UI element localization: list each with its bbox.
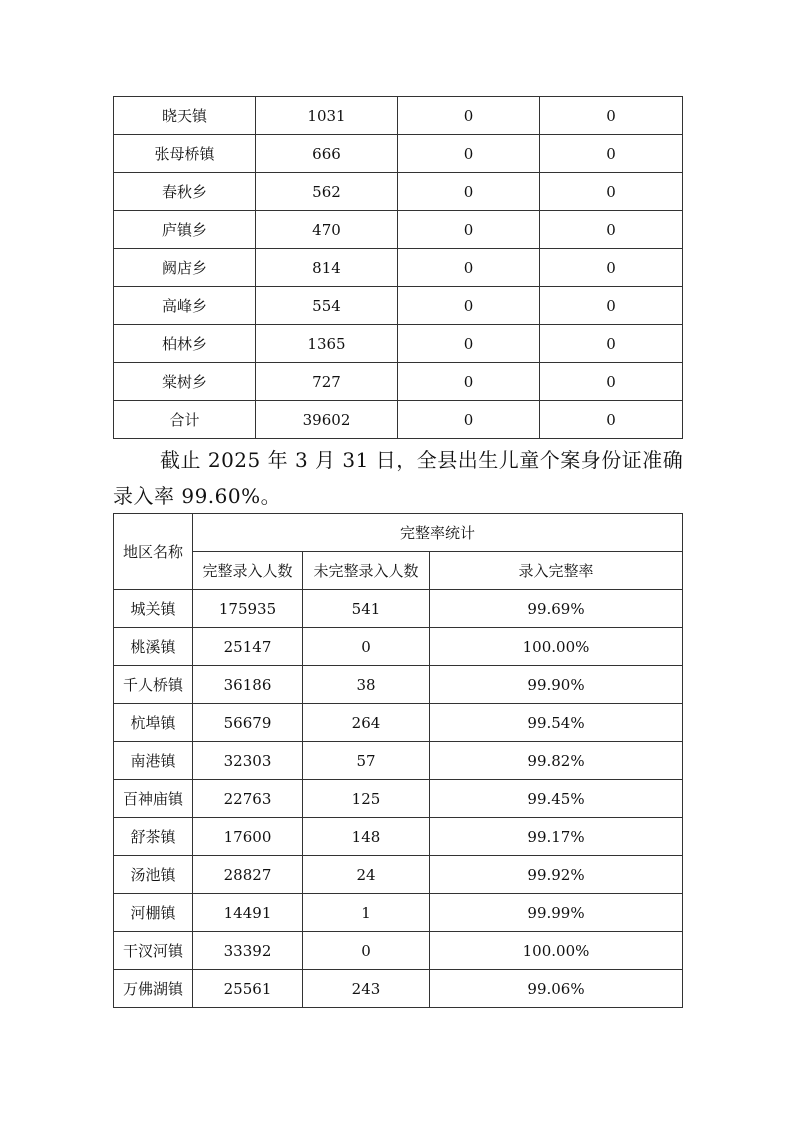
table-row	[114, 894, 683, 932]
cell-value: 0	[398, 135, 540, 173]
cell-region: 张母桥镇	[114, 135, 256, 173]
cell-count: 470	[256, 211, 398, 249]
table-row	[114, 780, 683, 818]
cell-value: 0	[398, 401, 540, 439]
cell-completeness-rate: 99.92%	[430, 856, 683, 894]
cell-region: 桃溪镇	[114, 628, 193, 666]
table-row	[114, 856, 683, 894]
cell-incomplete-count: 57	[303, 742, 430, 780]
header-complete-count: 完整录入人数	[193, 552, 303, 590]
cell-region: 汤池镇	[114, 856, 193, 894]
cell-incomplete-count: 1	[303, 894, 430, 932]
cell-complete-count: 14491	[193, 894, 303, 932]
table-row	[114, 628, 683, 666]
table-row	[114, 932, 683, 970]
cell-incomplete-count: 125	[303, 780, 430, 818]
cell-region: 杭埠镇	[114, 704, 193, 742]
cell-value: 0	[540, 363, 683, 401]
cell-region: 棠树乡	[114, 363, 256, 401]
cell-complete-count: 56679	[193, 704, 303, 742]
cell-region: 庐镇乡	[114, 211, 256, 249]
cell-count: 1031	[256, 97, 398, 135]
cell-value: 0	[398, 325, 540, 363]
table-row	[114, 970, 683, 1008]
cell-completeness-rate: 99.99%	[430, 894, 683, 932]
cell-region: 阙店乡	[114, 249, 256, 287]
table-row	[114, 287, 683, 325]
header-incomplete-count: 未完整录入人数	[303, 552, 430, 590]
table-row	[114, 325, 683, 363]
cell-complete-count: 22763	[193, 780, 303, 818]
cell-value: 0	[398, 97, 540, 135]
table-row	[114, 590, 683, 628]
cell-incomplete-count: 0	[303, 932, 430, 970]
cell-value: 0	[540, 287, 683, 325]
cell-incomplete-count: 0	[303, 628, 430, 666]
table-completeness-stats	[113, 513, 683, 1008]
cell-count: 554	[256, 287, 398, 325]
table1-body	[114, 97, 683, 439]
cell-completeness-rate: 99.45%	[430, 780, 683, 818]
cell-value: 0	[540, 97, 683, 135]
cell-completeness-rate: 99.69%	[430, 590, 683, 628]
table-header-row	[114, 514, 683, 552]
header-completeness-group: 完整率统计	[193, 514, 683, 552]
cell-region: 万佛湖镇	[114, 970, 193, 1008]
cell-region: 干汊河镇	[114, 932, 193, 970]
cell-count: 39602	[256, 401, 398, 439]
cell-completeness-rate: 100.00%	[430, 628, 683, 666]
table-row	[114, 704, 683, 742]
table-row	[114, 135, 683, 173]
table-header-row	[114, 552, 683, 590]
cell-region: 柏林乡	[114, 325, 256, 363]
header-region-name: 地区名称	[114, 514, 193, 590]
cell-value: 0	[540, 211, 683, 249]
table-row	[114, 97, 683, 135]
cell-region: 舒茶镇	[114, 818, 193, 856]
cell-complete-count: 28827	[193, 856, 303, 894]
cell-completeness-rate: 99.54%	[430, 704, 683, 742]
table2-body	[114, 590, 683, 1008]
cell-count: 666	[256, 135, 398, 173]
cell-value: 0	[398, 173, 540, 211]
table-row	[114, 666, 683, 704]
cell-region: 春秋乡	[114, 173, 256, 211]
cell-incomplete-count: 264	[303, 704, 430, 742]
cell-region: 高峰乡	[114, 287, 256, 325]
summary-paragraph-line1: 截止 2025 年 3 月 31 日，全县出生儿童个案身份证准确	[160, 448, 684, 472]
cell-value: 0	[398, 249, 540, 287]
cell-incomplete-count: 243	[303, 970, 430, 1008]
cell-value: 0	[540, 173, 683, 211]
cell-completeness-rate: 99.17%	[430, 818, 683, 856]
cell-completeness-rate: 99.06%	[430, 970, 683, 1008]
cell-incomplete-count: 24	[303, 856, 430, 894]
summary-paragraph-line2: 录入率 99.60%。	[113, 484, 282, 508]
cell-value: 0	[540, 135, 683, 173]
cell-complete-count: 17600	[193, 818, 303, 856]
cell-region: 千人桥镇	[114, 666, 193, 704]
cell-incomplete-count: 148	[303, 818, 430, 856]
cell-value: 0	[398, 287, 540, 325]
cell-region: 河棚镇	[114, 894, 193, 932]
table-row	[114, 363, 683, 401]
cell-region: 合计	[114, 401, 256, 439]
cell-completeness-rate: 100.00%	[430, 932, 683, 970]
cell-count: 814	[256, 249, 398, 287]
header-completeness-rate: 录入完整率	[430, 552, 683, 590]
cell-complete-count: 175935	[193, 590, 303, 628]
cell-complete-count: 25561	[193, 970, 303, 1008]
cell-complete-count: 32303	[193, 742, 303, 780]
cell-count: 1365	[256, 325, 398, 363]
cell-complete-count: 36186	[193, 666, 303, 704]
cell-count: 727	[256, 363, 398, 401]
table2-header	[114, 514, 683, 590]
cell-completeness-rate: 99.82%	[430, 742, 683, 780]
table-row	[114, 249, 683, 287]
cell-value: 0	[540, 325, 683, 363]
cell-incomplete-count: 38	[303, 666, 430, 704]
cell-value: 0	[398, 363, 540, 401]
cell-region: 城关镇	[114, 590, 193, 628]
cell-complete-count: 25147	[193, 628, 303, 666]
cell-value: 0	[540, 249, 683, 287]
table-row	[114, 818, 683, 856]
cell-incomplete-count: 541	[303, 590, 430, 628]
cell-value: 0	[540, 401, 683, 439]
cell-value: 0	[398, 211, 540, 249]
cell-region: 南港镇	[114, 742, 193, 780]
table-row	[114, 742, 683, 780]
cell-complete-count: 33392	[193, 932, 303, 970]
table-row	[114, 173, 683, 211]
table-row	[114, 401, 683, 439]
cell-region: 百神庙镇	[114, 780, 193, 818]
cell-completeness-rate: 99.90%	[430, 666, 683, 704]
table-township-totals	[113, 96, 683, 439]
cell-count: 562	[256, 173, 398, 211]
cell-region: 晓天镇	[114, 97, 256, 135]
table-row	[114, 211, 683, 249]
